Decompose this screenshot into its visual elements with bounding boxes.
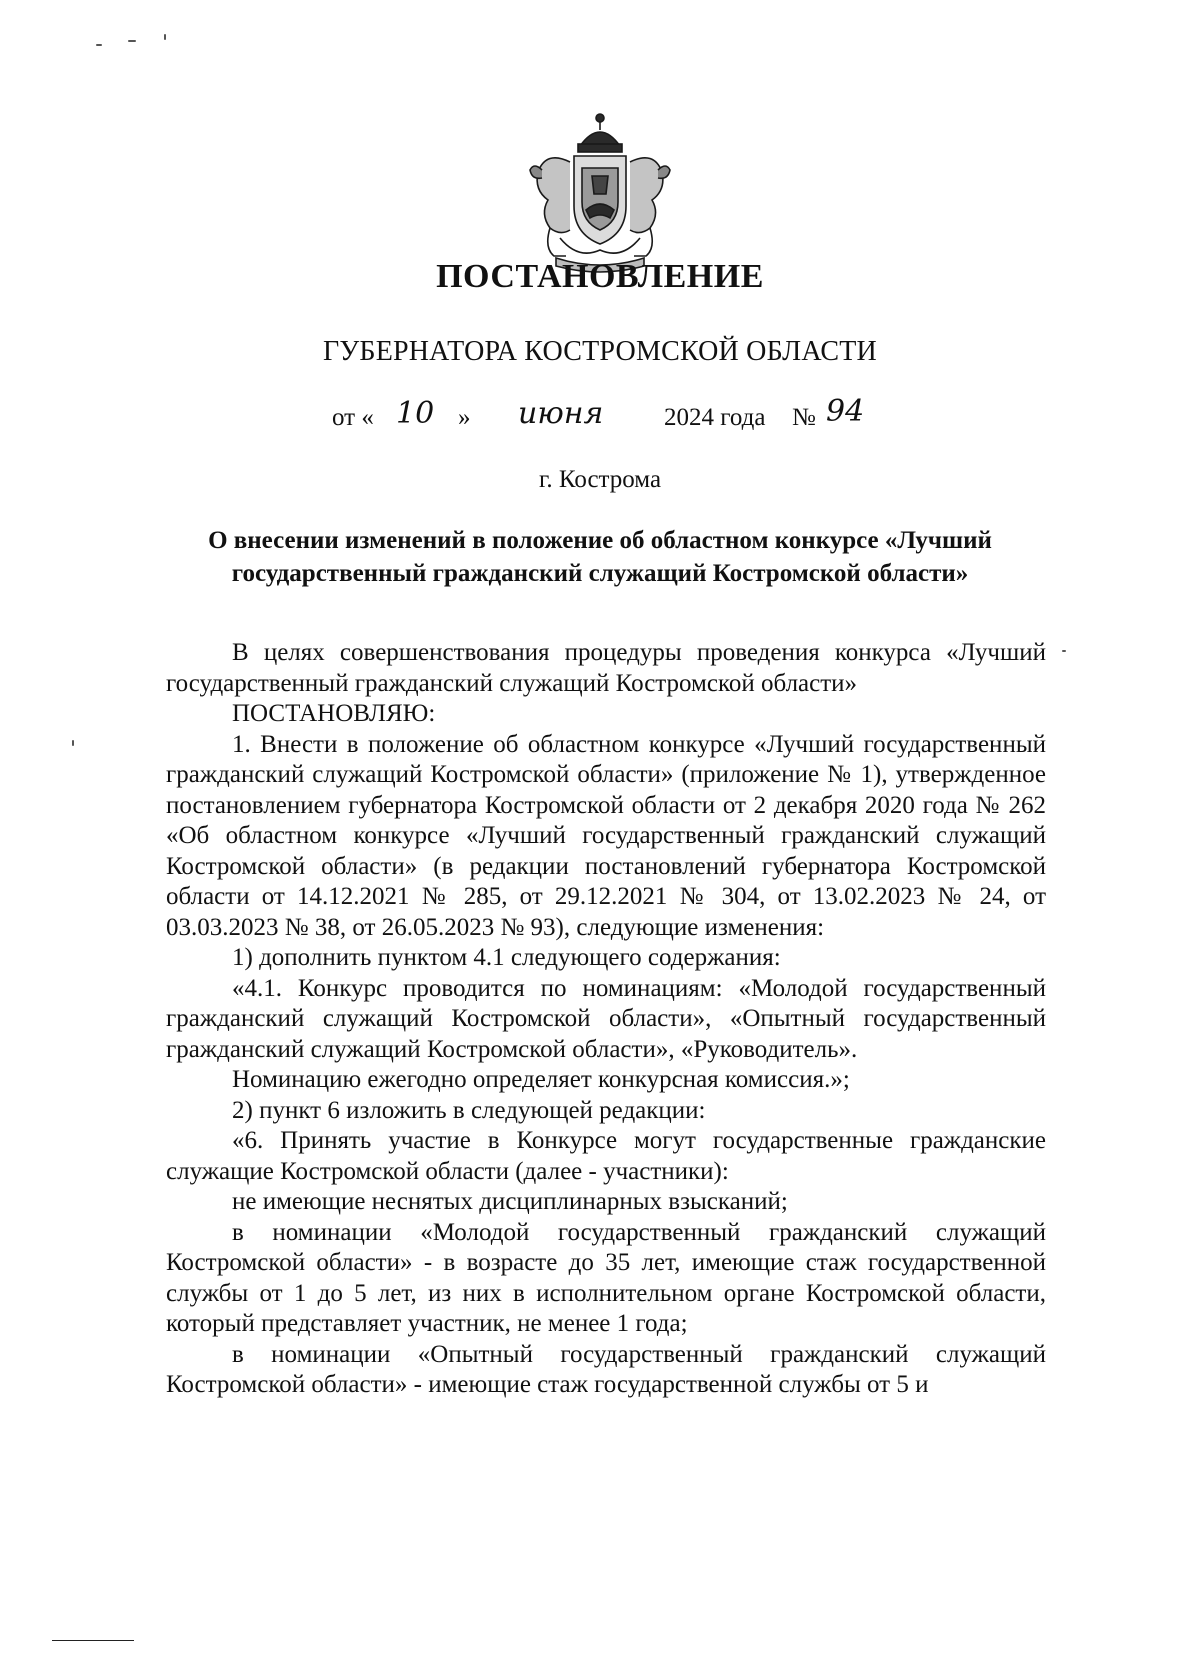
paragraph-clause-6: «6. Принять участие в Конкурсе могут государственные гражданские служащие Костромской области (далее - участники): <box>166 1127 1046 1185</box>
scan-speck <box>128 40 136 42</box>
document-heading: О внесении изменений в положение об областном конкурсе «Лучший государственный гражданский служащий Костромской области» <box>208 527 992 587</box>
document-body <box>166 638 1046 1401</box>
scan-speck <box>96 44 102 46</box>
document-number-handwritten: 94 <box>826 394 865 429</box>
paragraph-clause-4-1: «4.1. Конкурс проводится по номинациям: «Молодой государственный гражданский служащий Костромской области», «Опытный государственный гражданский служащий Костромской области», «Руководитель». <box>166 974 1046 1063</box>
paragraph-resolve: ПОСТАНОВЛЯЮ: <box>232 700 436 727</box>
paragraph-condition-young: в номинации «Молодой государственный гражданский служащий Костромской области» - в возрасте до 35 лет, имеющие стаж государственной службы от 1 до 5 лет, из них в исполнительном органе Костромской области, который представляет участник, не менее 1 года; <box>166 1218 1046 1337</box>
coat-of-arms-emblem <box>520 110 680 278</box>
date-prefix: от « <box>332 404 374 431</box>
date-day-close: » <box>458 404 471 431</box>
paragraph-subitem-2: 2) пункт 6 изложить в следующей редакции: <box>232 1096 706 1124</box>
paragraph-item-1: 1. Внести в положение об областном конкурсе «Лучший государственный гражданский служащий Костромской области» (приложение № 1), утвержденное постановлением губернатора Костромской области от 2 декабря 2020 года № 262 «Об областном конкурсе «Лучший государственный гражданский служащий Костромской области» (в редакции постановлений губернатора Костромской области от 14.12.2021 № 285, от 29.12.2021 № 304, от 13.02.2023 № 24, от 03.03.2023 № 38, от 26.05.2023 № 93), следующие изменения: <box>166 730 1046 941</box>
date-month-handwritten: июня <box>518 396 604 431</box>
date-year: 2024 года <box>664 404 766 431</box>
paragraph-subitem-1: 1) дополнить пунктом 4.1 следующего содержания: <box>232 944 781 971</box>
document-title: ПОСТАНОВЛЕНИЕ <box>436 258 764 295</box>
date-number-line <box>0 394 1200 444</box>
number-label: № <box>792 404 816 431</box>
paragraph-condition-experienced: в номинации «Опытный государственный гражданский служащий Костромской области» - имеющие стаж государственной службы от 5 и <box>166 1340 1046 1398</box>
paragraph-preamble: В целях совершенствования процедуры проведения конкурса «Лучший государственный гражданский служащий Костромской области» <box>166 639 1046 697</box>
scan-speck <box>164 34 166 40</box>
paragraph-condition-penalties: не имеющие неснятых дисциплинарных взысканий; <box>232 1188 788 1215</box>
paragraph-nomination-note: Номинацию ежегодно определяет конкурсная комиссия.»; <box>232 1066 850 1093</box>
footer-rule <box>52 1640 134 1641</box>
date-day-handwritten: 10 <box>396 396 435 431</box>
scan-speck <box>1062 650 1066 652</box>
city-line: г. Кострома <box>538 466 662 493</box>
document-subtitle: ГУБЕРНАТОРА КОСТРОМСКОЙ ОБЛАСТИ <box>323 336 877 367</box>
scan-speck <box>72 740 74 746</box>
